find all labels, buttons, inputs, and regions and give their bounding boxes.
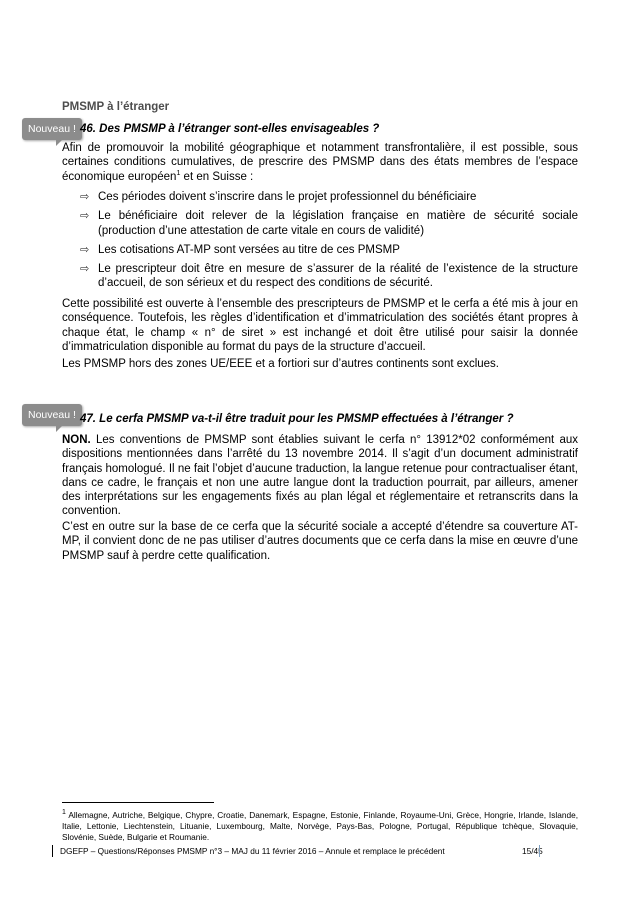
footnote-ref[interactable]: 1	[176, 169, 181, 177]
arrow-right-icon: ⇨	[80, 190, 90, 203]
intro-text-end: et en Suisse :	[180, 170, 254, 183]
footnote-divider	[62, 802, 214, 803]
question-46-intro	[62, 141, 578, 184]
footnote-mark: 1	[62, 809, 66, 817]
list-item	[80, 243, 578, 257]
list-item-text: Le prescripteur doit être en mesure de s’assurer de la réalité de l’existence de la structure d’accueil, de son sérieux et du respect des conditions de sécurité.	[98, 263, 578, 290]
footer-text: DGEFP – Questions/Réponses PMSMP n°3 – MAJ du 11 février 2016 – Annule et remplace le précédent	[60, 846, 445, 856]
list-item	[80, 209, 578, 238]
arrow-right-icon: ⇨	[80, 209, 90, 223]
list-item-text: Ces périodes doivent s’inscrire dans le projet professionnel du bénéficiaire	[98, 191, 477, 203]
footnote-text: Allemagne, Autriche, Belgique, Chypre, Croatie, Danemark, Espagne, Estonie, Finlande, Royaume-Uni, Grèce, Hongrie, Irlande, Islande, Italie, Lettonie, Liechtenstein, Lituanie, Luxembourg, Malte, Norvège, Pays-Bas, Pologne, Portugal, République tchèque, Slovaquie, Slovénie, Suède, Bulgarie et Roumanie.	[62, 810, 578, 842]
question-47-answer	[62, 433, 578, 519]
conditions-list	[80, 190, 578, 296]
footnote	[62, 810, 578, 843]
new-badge: Nouveau !	[22, 118, 82, 140]
footer-divider	[52, 845, 53, 857]
answer-lead: NON.	[62, 434, 91, 446]
answer-text: Les conventions de PMSMP sont établies suivant le cerfa n° 13912*02 conformément aux dispositions mentionnées dans l’arrêté du 13 novembre 2014. Il s’agit d’un document administratif français homologué. Il ne fait l’objet d’aucune traduction, la langue retenue pour contractualiser étant, dans ce cadre, le français et non une autre langue dont la traduction pourrait, par ailleurs, amener des interprétations sur les engagements fixés au plan légal et réglementaire et retranscrits dans la convention.	[62, 434, 578, 518]
list-item	[80, 262, 578, 291]
question-46-exclusion: Les PMSMP hors des zones UE/EEE et a fortiori sur d’autres continents sont exclues.	[62, 358, 499, 370]
footer-page-divider	[539, 845, 540, 857]
list-item	[80, 190, 578, 204]
section-title: PMSMP à l’étranger	[62, 101, 170, 113]
page-number: 15/45	[522, 846, 543, 856]
intro-text: Afin de promouvoir la mobilité géographique et notamment transfrontalière, il est possible, sous certaines conditions cumulatives, de prescrire des PMSMP dans des états membres de l’espace économique européen	[62, 142, 578, 183]
question-46-title: 46. Des PMSMP à l’étranger sont-elles envisageables ?	[80, 123, 380, 135]
list-item-text: Le bénéficiaire doit relever de la législation française en matière de sécurité sociale (production d’une attestation de carte vitale en cours de validité)	[98, 210, 578, 237]
arrow-right-icon: ⇨	[80, 262, 90, 276]
list-item-text: Les cotisations AT-MP sont versées au titre de ces PMSMP	[98, 243, 400, 256]
question-47-title: 47. Le cerfa PMSMP va-t-il être traduit pour les PMSMP effectuées à l’étranger ?	[80, 413, 514, 425]
arrow-right-icon: ⇨	[80, 242, 90, 256]
question-46-paragraph: Cette possibilité est ouverte à l’ensemble des prescripteurs de PMSMP et le cerfa a été mis à jour en conséquence. Toutefois, les règles d’identification et d’immatriculation des sociétés étant propres à chaque état, le champ « n° de siret » est inchangé et doit être utilisé pour saisir la donnée d’immatriculation disponible au format du pays de la structure d’accueil.	[62, 298, 578, 353]
new-badge: Nouveau !	[22, 404, 82, 426]
question-47-paragraph: C’est en outre sur la base de ce cerfa que la sécurité sociale a accepté d’étendre sa couverture AT-MP, il convient donc de ne pas utiliser d’autres documents que ce cerfa dans la mise en œuvre d’une PMSMP sauf à perdre cette qualification.	[62, 521, 578, 562]
